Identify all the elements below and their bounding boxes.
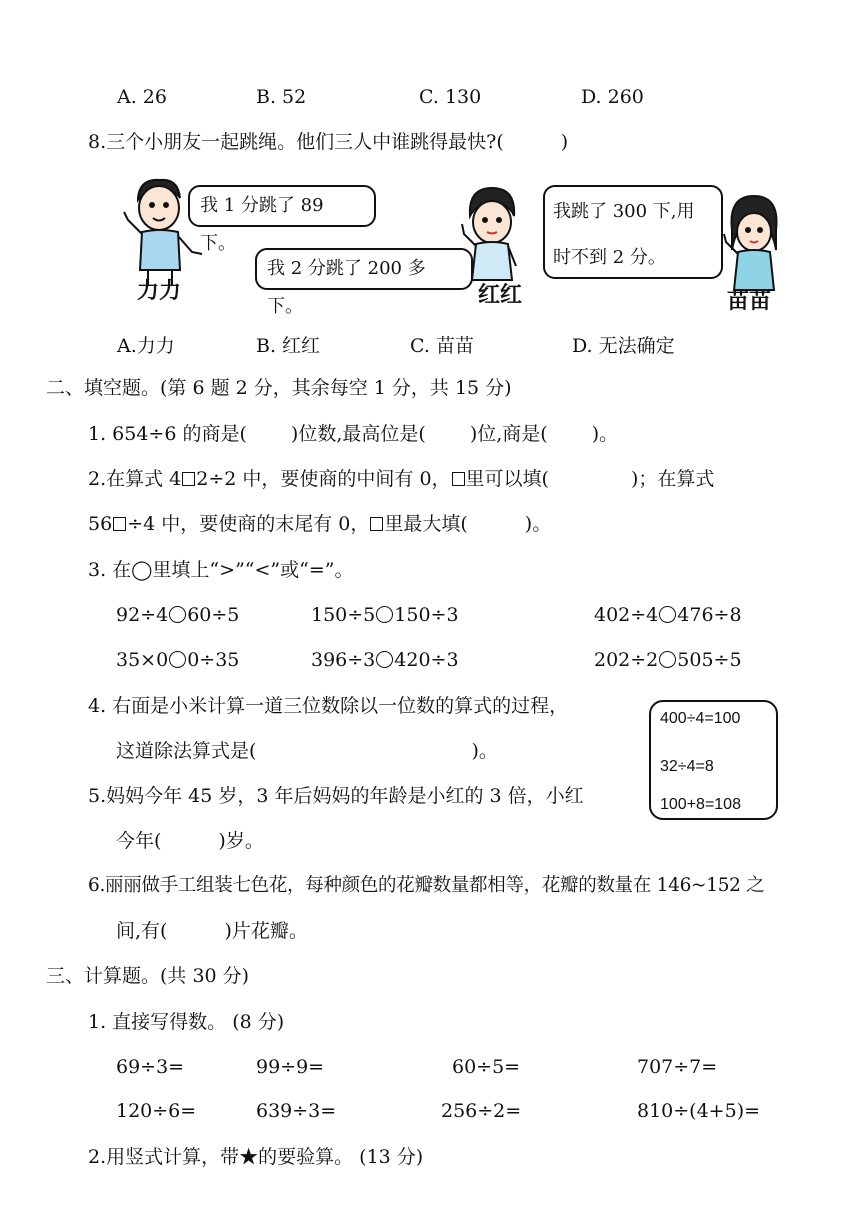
q7-option-a: A. 26	[117, 86, 167, 108]
bubble-miaomiao-line2: 时不到 2 分。	[553, 247, 666, 268]
compare-left: 202÷2	[594, 649, 659, 671]
s2-q2-l1-b: 2÷2 中，要使商的中间有 0，	[196, 468, 451, 490]
s3-q1-title: 1. 直接写得数。 (8 分)	[88, 1011, 285, 1033]
s2-q2-line1	[88, 467, 714, 491]
bubble-lili-text: 我 1 分跳了 89 下。	[200, 195, 324, 254]
compare-left: 92÷4	[116, 604, 169, 626]
q8-question: 8.三个小朋友一起跳绳。他们三人中谁跳得最快?( )	[88, 131, 569, 153]
calc-item: 69÷3=	[116, 1056, 185, 1078]
section2-title: 二、填空题。(第 6 题 2 分，其余每空 1 分，共 15 分)	[46, 377, 512, 399]
s2-q6-line1: 6.丽丽做手工组装七色花，每种颜色的花瓣数量都相等，花瓣的数量在 146~152 之	[88, 875, 765, 896]
s2-q4-line1: 4. 右面是小米计算一道三位数除以一位数的算式的过程，	[88, 695, 569, 717]
q3-compare-r1-a	[116, 603, 239, 627]
section3-title: 三、计算题。(共 30 分)	[46, 965, 250, 987]
speech-bubble-miaomiao	[543, 185, 723, 279]
s2-q1: 1. 654÷6 的商是( )位数,最高位是( )位,商是( )。	[88, 423, 619, 445]
bubble-miaomiao-line1: 我跳了 300 下,用	[553, 201, 695, 222]
blank-square-icon	[113, 517, 126, 531]
q8-option-a: A.力力	[117, 335, 175, 357]
calc-item: 60÷5=	[452, 1056, 521, 1078]
calc-item: 810÷(4+5)=	[637, 1100, 761, 1122]
name-lili: 力力	[137, 279, 182, 304]
q3-compare-r2-a	[116, 648, 239, 672]
compare-right: 420÷3	[394, 649, 459, 671]
blank-square-icon	[452, 472, 465, 486]
compare-circle-icon[interactable]	[376, 606, 393, 623]
q7-option-b: B. 52	[256, 86, 307, 108]
girl-miaomiao-figure	[724, 196, 777, 290]
compare-circle-icon[interactable]	[659, 606, 676, 623]
compare-circle-icon[interactable]	[169, 606, 186, 623]
calc-item: 639÷3=	[256, 1100, 337, 1122]
compare-left: 35×0	[116, 649, 169, 671]
calc-item: 707÷7=	[637, 1056, 718, 1078]
speech-bubble-honghong	[255, 248, 473, 317]
s2-q2-l2-a: 56	[88, 513, 113, 535]
calc-step-3: 100+8=108	[660, 796, 741, 813]
q4-calculation-box	[649, 700, 778, 820]
compare-circle-icon[interactable]	[659, 651, 676, 668]
compare-right: 0÷35	[187, 649, 240, 671]
s2-q2-line2	[88, 512, 551, 536]
calc-item: 120÷6=	[116, 1100, 197, 1122]
compare-circle-icon[interactable]	[169, 651, 186, 668]
blank-square-icon	[182, 472, 195, 486]
calc-step-2: 32÷4=8	[660, 758, 714, 775]
q7-option-c: C. 130	[419, 86, 482, 108]
q3-compare-r2-c	[594, 648, 742, 672]
s2-q4-line2: 这道除法算式是( )。	[116, 740, 498, 762]
compare-right: 476÷8	[677, 604, 742, 626]
name-miaomiao: 苗苗	[727, 289, 772, 314]
q8-option-d: D. 无法确定	[572, 335, 675, 357]
compare-right: 150÷3	[394, 604, 459, 626]
s2-q3-title: 3. 在◯里填上“>”“<”或“=”。	[88, 559, 354, 581]
bubble-honghong-text: 我 2 分跳了 200 多下。	[267, 258, 426, 317]
q7-option-d: D. 260	[581, 86, 644, 108]
compare-right: 505÷5	[677, 649, 742, 671]
s2-q2-l2-c: 里最大填( )。	[384, 513, 552, 535]
calc-item: 99÷9=	[256, 1056, 325, 1078]
compare-left: 150÷5	[311, 604, 376, 626]
s2-q5-line1: 5.妈妈今年 45 岁，3 年后妈妈的年龄是小红的 3 倍，小红	[88, 785, 584, 807]
s2-q2-l2-b: ÷4 中，要使商的末尾有 0，	[127, 513, 370, 535]
q3-compare-r2-b	[311, 648, 459, 672]
calc-step-1: 400÷4=100	[660, 710, 741, 727]
compare-left: 402÷4	[594, 604, 659, 626]
compare-circle-icon[interactable]	[376, 651, 393, 668]
q3-compare-r1-b	[311, 603, 459, 627]
name-honghong: 红红	[478, 283, 523, 308]
s3-q2-title: 2.用竖式计算，带★的要验算。 (13 分)	[88, 1146, 424, 1168]
compare-right: 60÷5	[187, 604, 240, 626]
speech-bubble-lili	[188, 185, 376, 254]
s2-q5-line2: 今年( )岁。	[116, 830, 264, 852]
s2-q2-l1-a: 2.在算式 4	[88, 468, 182, 490]
s2-q2-l1-c: 里可以填( )；在算式	[465, 468, 715, 490]
compare-left: 396÷3	[311, 649, 376, 671]
calc-item: 256÷2=	[441, 1100, 522, 1122]
q8-option-b: B. 红红	[256, 335, 321, 357]
blank-square-icon	[370, 517, 383, 531]
q8-option-c: C. 苗苗	[410, 335, 474, 357]
q3-compare-r1-c	[594, 603, 742, 627]
s2-q6-line2: 间,有( )片花瓣。	[116, 920, 308, 942]
